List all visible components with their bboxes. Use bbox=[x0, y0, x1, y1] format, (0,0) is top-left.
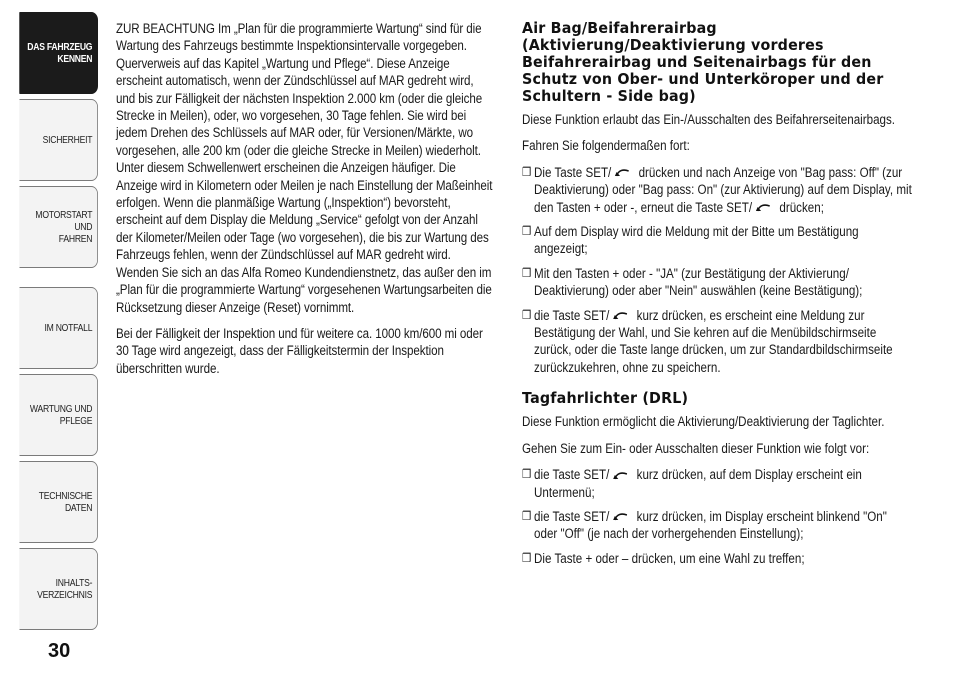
list-item: ❒ Die Taste SET/ drücken und nach Anzeige von "Bag pass: Off" (zur Deaktivierung) oder "Bag pass: On" (zur Aktivierung) auf dem Display, mit den Tasten + oder -, erneut die Taste SET/ drücken; bbox=[522, 164, 912, 215]
tab-inhaltsverzeichnis[interactable]: INHALTS- VERZEICHNIS bbox=[19, 548, 98, 630]
list-item: ❒ die Taste SET/ kurz drücken, auf dem Display erscheint ein Untermenü; bbox=[522, 467, 862, 500]
airbag-instruction: Fahren Sie folgendermaßen fort: bbox=[522, 138, 690, 154]
bullet-icon: ❒ bbox=[522, 164, 532, 179]
list-item: ❒ Mit den Tasten + oder - "JA" (zur Bestätigung der Aktivierung/ Deaktivierung) oder aber "Nein" auswählen (keine Bestätigung); bbox=[522, 265, 863, 299]
bullet-icon: ❒ bbox=[522, 550, 532, 565]
list-item: ❒ die Taste SET/ kurz drücken, es erscheint eine Meldung zur Bestätigung der Wahl, und Sie kehren auf die Menübildschirmseite zurück, oder die Taste lange drücken, um zur Standardbildschirmseite zurückzukehren, ohne zu speichern. bbox=[522, 307, 893, 375]
set-return-arrow-icon bbox=[611, 471, 632, 481]
bullet-icon: ❒ bbox=[522, 265, 532, 280]
tab-sicherheit[interactable]: SICHERHEIT bbox=[19, 99, 98, 181]
bullet-icon: ❒ bbox=[522, 467, 532, 482]
tab-im-notfall[interactable]: IM NOTFALL bbox=[19, 287, 98, 369]
bullet-icon: ❒ bbox=[522, 508, 532, 523]
right-column bbox=[522, 20, 914, 574]
drl-intro: Diese Funktion ermöglicht die Aktivierung/Deaktivierung der Taglichter. bbox=[522, 414, 885, 430]
list-item: ❒ Die Taste + oder – drücken, um eine Wahl zu treffen; bbox=[522, 550, 805, 566]
airbag-intro: Diese Funktion erlaubt das Ein-/Ausschalten des Beifahrerseitenairbags. bbox=[522, 112, 896, 127]
drl-instruction: Gehen Sie zum Ein- oder Ausschalten dieser Funktion wie folgt vor: bbox=[522, 440, 870, 456]
set-return-arrow-icon bbox=[611, 311, 632, 321]
drl-heading: Tagfahrlichter (DRL) bbox=[522, 389, 689, 408]
left-column bbox=[116, 20, 496, 386]
list-item: ❒ Auf dem Display wird die Meldung mit der Bitte um Bestätigung angezeigt; bbox=[522, 224, 859, 257]
service-note-paragraph: ZUR BEACHTUNG Im „Plan für die programmierte Wartung“ sind für die Wartung des Fahrzeugs bestimmte Inspektionsintervalle vorgegeben. Querverweis auf das Kapitel „Wartung und Pflege“. Diese Anzeige erscheint automatisch, wenn der Zündschlüssel auf MAR gedreht wird, und bis zur Fälligkeit der nächsten Inspektion 2.000 km (oder die gleiche Strecke in Meilen), oder, wo vorgesehen, 30 Tage fehlen. Sie wird bei jedem Drehen des Schlüssels auf MAR oder, für Versionen/Märkte, wo vorgesehen, alle 200 km (oder die gleiche Strecke in Meilen) wiederholt. Unter diesem Schwellenwert erscheinen die Anzeigen häufiger. Die Anzeige wird in Kilometern oder Meilen je nach Einstellung der Maßeinheit erfolgen. Wenn die planmäßige Wartung („Inspektion“) bevorsteht, erscheint auf dem Display die Meldung „Service“ gefolgt von der Anzahl der Kilometer/Meilen oder Tage (wo vorgesehen), die bis zur Wartung des Fahrzeugs fehlen, wenn der Zündschlüssel auf MAR gedreht wird. Wenden Sie sich an das Alfa Romeo Kundendienstnetz, das außer den im „Plan für die programmierte Wartung“ vorgesehenen Wartungsarbeiten die Rücksetzung dieser Anzeige (Reset) vornimmt. bbox=[116, 21, 493, 315]
tab-technische-daten[interactable]: TECHNISCHE DATEN bbox=[19, 461, 98, 543]
set-return-arrow-icon bbox=[613, 168, 634, 178]
set-return-arrow-icon bbox=[611, 512, 632, 522]
tab-das-fahrzeug-kennen[interactable]: DAS FAHRZEUG KENNEN bbox=[19, 12, 98, 94]
list-item: ❒ die Taste SET/ kurz drücken, im Display erscheint blinkend "On" oder "Off" (je nach der vorhergehenden Einstellung); bbox=[522, 508, 887, 542]
bullet-icon: ❒ bbox=[522, 307, 532, 322]
tab-motorstart-und-fahren[interactable]: MOTORSTART UND FAHREN bbox=[19, 186, 98, 268]
overdue-paragraph: Bei der Fälligkeit der Inspektion und für weitere ca. 1000 km/600 mi oder 30 Tage wird angezeigt, dass der Fälligkeitstermin der Inspektion überschritten wurde. bbox=[116, 325, 483, 376]
set-return-arrow-icon bbox=[754, 203, 775, 213]
tab-wartung-und-pflege[interactable]: WARTUNG UND PFLEGE bbox=[19, 374, 98, 456]
bullet-icon: ❒ bbox=[522, 224, 532, 239]
airbag-heading: Air Bag/Beifahrerairbag (Aktivierung/Deaktivierung vorderes Beifahrerairbag und Seitenairbags für den Schutz von Ober- und Unterköroper und der Schultern - Side bag) bbox=[522, 19, 884, 105]
chapter-tabs bbox=[0, 0, 100, 640]
page-number: 30 bbox=[48, 640, 71, 662]
